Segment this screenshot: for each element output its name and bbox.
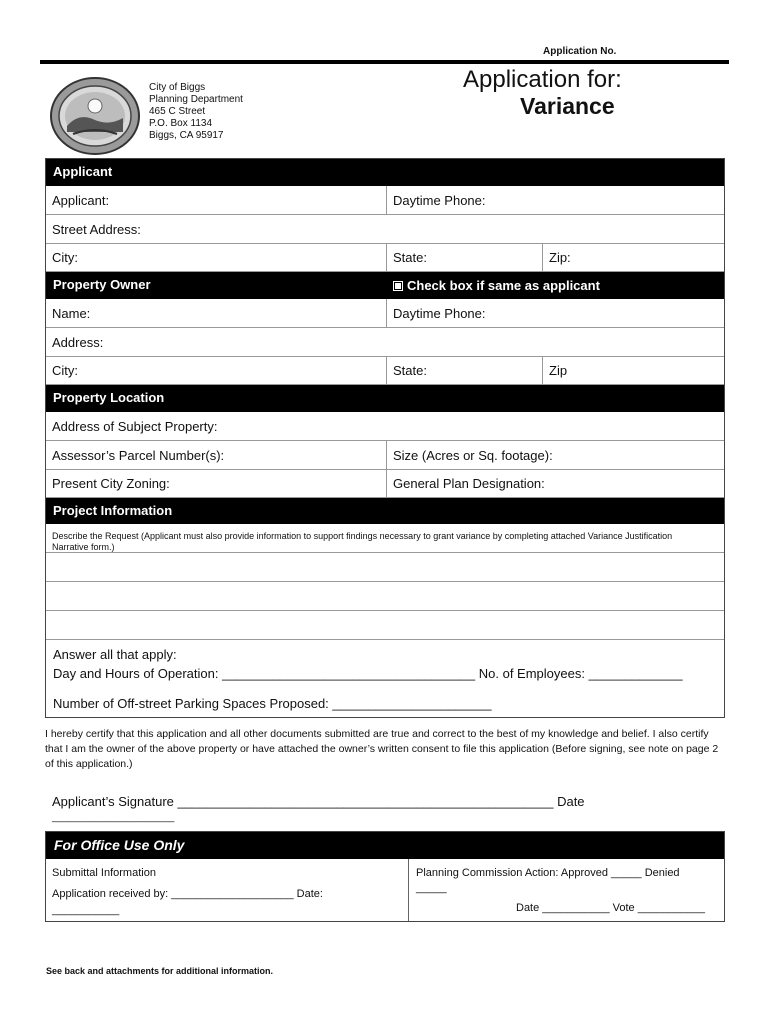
certification-text: I hereby certify that this application and all other documents submitted are true and correct to the best of my knowledge and belief. I also certify that I am the owner of the above property or have attached the owner’s written consent to file this application (Before signing, see note on page 2 of this application.) (45, 728, 719, 770)
section-owner-heading (46, 272, 724, 299)
describe-line-1[interactable] (46, 553, 724, 582)
divider (408, 859, 409, 921)
applicant-zip-label[interactable]: Zip: (549, 250, 571, 265)
section-location-heading: Property Location (46, 385, 724, 412)
describe-line-2[interactable] (46, 582, 724, 611)
divider (386, 441, 387, 469)
street-address-label: Street Address: (52, 222, 141, 237)
divider (386, 470, 387, 498)
describe-request-label: Describe the Request (Applicant must also provide information to support findings necessary to grant variance by completing attached Variance Justification Narrative form.) (46, 525, 724, 553)
applicant-state-label[interactable]: State: (393, 250, 427, 265)
owner-name-label: Name: (52, 306, 91, 321)
office-use-heading: For Office Use Only (46, 832, 724, 859)
divider (542, 244, 543, 272)
application-number-label: Application No. (543, 46, 617, 57)
divider (386, 186, 387, 214)
row-apn[interactable] (46, 441, 724, 470)
footer-note: See back and attachments for additional information. (46, 966, 274, 976)
submittal-info-label: Submittal Information (52, 867, 156, 879)
city-address-block (149, 82, 243, 142)
row-zoning[interactable] (46, 470, 724, 498)
hours-employees-field[interactable]: Day and Hours of Operation: ___________________________________ No. of Employees: _____________ (53, 666, 683, 681)
received-date-line[interactable]: ___________ (52, 904, 120, 916)
owner-city-label: City: (52, 363, 78, 378)
row-owner-city[interactable] (46, 357, 724, 385)
row-owner-address[interactable] (46, 328, 724, 357)
city-name: City of Biggs (149, 82, 206, 93)
form-subtitle: Variance (520, 93, 615, 119)
applicant-city-label: City: (52, 250, 78, 265)
date-vote-field[interactable]: Date ___________ Vote ___________ (516, 902, 706, 914)
same-as-applicant-label: Check box if same as applicant (407, 278, 600, 293)
planning-commission-action-field[interactable]: Planning Commission Action: Approved _____ Denied (416, 867, 680, 879)
subject-address-label: Address of Subject Property: (52, 419, 218, 434)
size-label[interactable]: Size (Acres or Sq. footage): (393, 448, 553, 463)
applicant-daytime-phone-label: Daytime Phone: (393, 193, 486, 208)
checkbox-icon[interactable] (393, 281, 403, 291)
apn-label: Assessor’s Parcel Number(s): (52, 448, 225, 463)
divider (386, 357, 387, 385)
street-address: 465 C Street (149, 106, 206, 117)
city-seal-logo (49, 76, 141, 156)
city-state-zip: Biggs, CA 95917 (149, 130, 224, 141)
department-name: Planning Department (149, 94, 243, 105)
applicant-label[interactable]: Applicant: (52, 193, 110, 208)
zoning-label: Present City Zoning: (52, 476, 170, 491)
signature-date-line[interactable]: ______________________ (52, 812, 175, 823)
header-rule (40, 60, 729, 64)
row-owner-name[interactable] (46, 299, 724, 328)
owner-address-label: Address: (52, 335, 104, 350)
section-project-heading: Project Information (46, 498, 724, 524)
owner-daytime-phone-label[interactable]: Daytime Phone: (393, 306, 486, 321)
application-received-field[interactable]: Application received by: ____________________ Date: (52, 888, 323, 900)
owner-heading-label: Property Owner (53, 277, 151, 292)
parking-field[interactable]: Number of Off-street Parking Spaces Proposed: ______________________ (53, 696, 492, 711)
answer-all-label: Answer all that apply: (53, 647, 177, 662)
owner-zip-label[interactable]: Zip (549, 363, 568, 378)
signature-field[interactable]: Applicant’s Signature ____________________________________________________ Date (52, 794, 585, 809)
pc-action-line[interactable]: _____ (416, 882, 447, 894)
divider (386, 244, 387, 272)
row-applicant (46, 186, 724, 215)
general-plan-label[interactable]: General Plan Designation: (393, 476, 545, 491)
row-subject-address[interactable] (46, 412, 724, 441)
row-street-address[interactable] (46, 215, 724, 244)
owner-state-label[interactable]: State: (393, 363, 427, 378)
divider (542, 357, 543, 385)
describe-line-3[interactable] (46, 611, 724, 640)
section-applicant-heading: Applicant (46, 159, 724, 186)
same-as-applicant-checkbox[interactable] (393, 272, 600, 299)
applicant-phone-cell[interactable] (393, 186, 486, 214)
form-title: Application for: (463, 66, 622, 93)
row-applicant-city[interactable] (46, 244, 724, 272)
po-box: P.O. Box 1134 (149, 118, 213, 129)
divider (386, 299, 387, 327)
application-form (45, 158, 725, 718)
office-use-box (45, 831, 725, 922)
